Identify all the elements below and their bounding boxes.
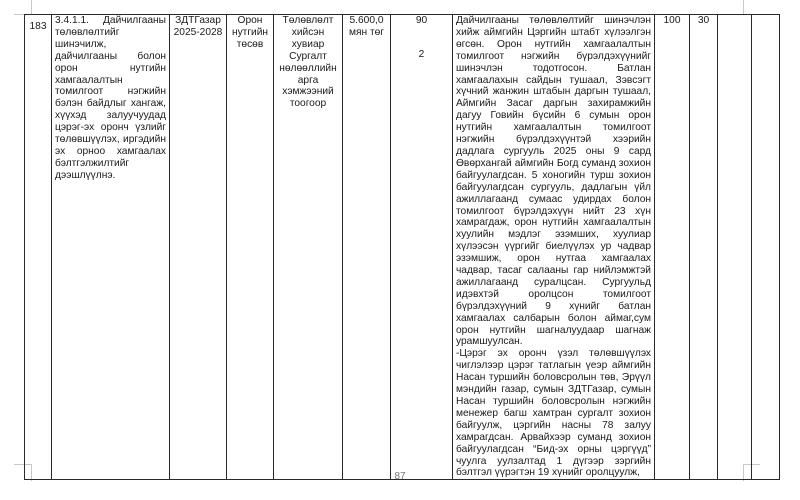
progress-paragraph-1: Дайчилгааны төлөвлөлтийг шинэчлэн хийж аймгийн Цэргийн штабт хүлээлгэн өгсөн. Орон нутгийн хамгаалалтын томилгоот нэгжийн бүрэлдэхүүнийг шинэчлэн тодотгосон. Батлан хамгаалахын сайдын тушаал, Зэвсэгт хүчний жанжин штабын даргын тушаал, Аймгийн Засаг даргын захирамжийн дагуу Говийн бүсийн 6 сумын орон нутгийн хамгаалалтын томилгоот нэгжийн бүрэлдэхүүнтэй хээрийн дадлага сургууль 2025 оны 9 сард Өвөрхангай аймгийн Богд суманд зохион байгуулагдсан. 5 хоногийн турш зохион байгуулагдсан сургууль, дадлагын үйл ажиллагаанд сумаас удирдах болон томилгоот бүрэлдэхүүн нийт 23 хүн хамрагдаж, орон нутгийн хамгаалалтын хуулийн мэдлэг эзэмших, хуулиар хүлээсэн үүргийг биелүүлэх ур чадвар эзэмшиж, орон нутгаа хамгаалах чадвар, тасаг салааны гар нийлэмжтэй ажиллагаанд суралцсан. Сургуульд идэвхтэй оролцсон томилгоот бүрэлдэхүүний 9 хүнийг батлан хамгаалах салбарын болон аймаг,сум орон нутгийн шагналуудаар шагнаж урамшуулсан. (456, 15, 651, 348)
plan-table (24, 14, 780, 480)
progress-cell (453, 15, 655, 480)
indicator-cell (274, 15, 343, 480)
row-number: 183 (29, 21, 47, 32)
goal-cell (52, 15, 170, 480)
progress-paragraph-2: -Цэрэг эх оронч үзэл төлөвшүүлэх чиглэлээр цэрэг татлагын үеэр аймгийн Насан туршийн боловсролын төв, Эрүүл мэндийн газар, сумын ЗДТГазар, сумын Насан туршийн боловсролын нэгжийн менежер багш хамтран сургалт зохион байгуулж, цэргийн насны 78 залуу хамрагдсан. Арвайхээр суманд зохион байгуулагдсан “Бид-эх орны цэргүүд” чуулга уулзалтад 1 дүгээр зэргийн бэлтгэл үүрэгтэн 19 хүнийг оролцуулж, (456, 348, 651, 479)
target-1: 90 (415, 15, 428, 26)
target-2: 2 (418, 48, 425, 60)
score-2-cell (690, 15, 718, 480)
amount-text: 5.600,0 мян төг (348, 15, 385, 38)
crop-mark-top-left-v (31, 0, 32, 14)
empty-cell-1 (718, 15, 752, 480)
goal-text: 3.4.1.1. Дайчилгааны төлөвлөлтийг шинэчилж, дайчилгааны болон орон нутгийн хамгаалалтын томилгоот нэгжийн бэлэн байдлыг хангаж, хүүхэд залуучуудад цэрэг-эх оронч үзлийг төлөвшүүлэх, иргэдийн эх орноо хамгаалах бэлтгэлжилтийг дээшлүүлнэ. (55, 15, 166, 181)
target-cell (391, 15, 453, 480)
responsible-cell (170, 15, 227, 480)
page-number: 87 (394, 471, 406, 482)
score-2: 30 (697, 15, 710, 26)
score-1-cell (655, 15, 690, 480)
score-1: 100 (663, 15, 681, 26)
crop-mark-top-right-v (743, 0, 744, 14)
responsible-text: ЗДТГазар 2025-2028 (173, 15, 223, 38)
table-row (25, 15, 780, 480)
amount-cell (343, 15, 391, 480)
row-number-cell (25, 15, 52, 480)
indicator-text: Төлөвлөлт хийсэн хувиар Сургалт нөлөөллийн арга хэмжээний тоогоор (279, 15, 337, 110)
funding-cell (227, 15, 274, 480)
funding-text: Орон нутгийн төсөв (231, 15, 269, 50)
empty-cell-2 (752, 15, 780, 480)
